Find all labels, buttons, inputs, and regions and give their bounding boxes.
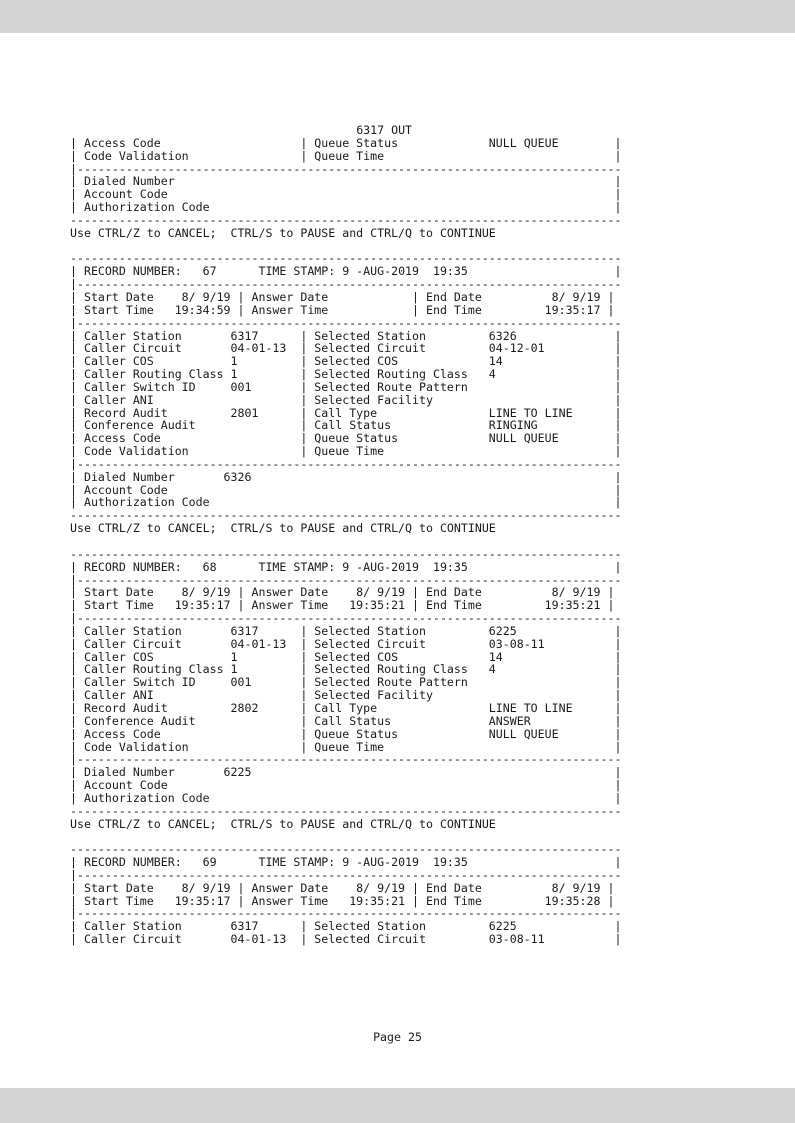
prompt-line [70,226,496,240]
fragment-row: | Access Code | Queue Status NULL QUEUE | [70,135,622,150]
record-row: | Access Code | Queue Status NULL QUEUE | [70,726,622,741]
record-header: RECORD NUMBER: 68 TIME STAMP: 9 -AUG-2019 19:35 [76,559,615,574]
prompt-line [70,817,496,831]
record-row: | Caller Routing Class 1 | Selected Routing Class 4 | [70,367,622,382]
continue-prompt: Use CTRL/Z to CANCEL; CTRL/S to PAUSE and CTRL/Q to CONTINUE [70,521,496,536]
fragment-dialed-row: | Authorization Code | [70,200,622,215]
divider: ------------------------------------------------------------------------------- [70,251,622,266]
record-row: | Record Audit 2802 | Call Type LINE TO LINE | [70,700,622,715]
page-number: Page 25 [373,1030,422,1044]
record-row: | Access Code | Queue Status NULL QUEUE | [70,431,622,446]
continue-prompt: Use CTRL/Z to CANCEL; CTRL/S to PAUSE and CTRL/Q to CONTINUE [70,816,496,831]
continue-prompt: Use CTRL/Z to CANCEL; CTRL/S to PAUSE and CTRL/Q to CONTINUE [70,225,496,240]
time-row: | Start Time 19:35:17 | Answer Time 19:35:21 | End Time 19:35:28 | [70,893,615,908]
fragment-dialed-row: | Dialed Number | [70,174,622,189]
divider: ------------------------------------------------------------------------------- [70,842,622,857]
record-row: | Caller Circuit 04-01-13 | Selected Circuit 03-08-11 | [70,636,622,651]
record-row: | Caller Station 6317 | Selected Station 6225 | [70,919,622,934]
record-row: | Conference Audit | Call Status ANSWER | [70,713,622,728]
record-header-line: | RECORD NUMBER: 69 TIME STAMP: 9 -AUG-2019 19:35 | [70,855,622,870]
date-row: | Start Date 8/ 9/19 | Answer Date 8/ 9/19 | End Date 8/ 9/19 | [70,880,615,895]
divider: |------------------------------------------------------------------------------ [70,572,622,587]
scan-border-bottom [0,1088,795,1123]
fragment-dialed-row: | Account Code | [70,187,622,202]
dialed-row: | Authorization Code | [70,495,622,510]
dialed-row: | Dialed Number 6326 | [70,469,622,484]
record-row: | Caller ANI | Selected Facility | [70,688,622,703]
record-row: | Caller Switch ID 001 | Selected Route Pattern | [70,675,622,690]
record-row: | Caller Station 6317 | Selected Station 6326 | [70,328,622,343]
record-header-line: | RECORD NUMBER: 67 TIME STAMP: 9 -AUG-2019 19:35 | [70,264,622,279]
record-row: | Record Audit 2801 | Call Type LINE TO LINE | [70,405,622,420]
record-row: | Caller Routing Class 1 | Selected Routing Class 4 | [70,662,622,677]
date-row: | Start Date 8/ 9/19 | Answer Date 8/ 9/19 | End Date 8/ 9/19 | [70,585,615,600]
record-row: | Caller Station 6317 | Selected Station 6225 | [70,623,622,638]
divider: |------------------------------------------------------------------------------ [70,315,622,330]
printout-text [70,124,710,946]
record-row: | Code Validation | Queue Time | [70,739,622,754]
date-row: | Start Date 8/ 9/19 | Answer Date | End Date 8/ 9/19 | [70,289,615,304]
fragment-row: | Code Validation | Queue Time | [70,148,622,163]
record-row: | Caller ANI | Selected Facility | [70,392,622,407]
record-header: RECORD NUMBER: 67 TIME STAMP: 9 -AUG-2019 19:35 [76,264,615,279]
prompt-line [70,521,496,535]
record-row: | Conference Audit | Call Status RINGING | [70,418,622,433]
record-row: | Caller Circuit 04-01-13 | Selected Circuit 03-08-11 | [70,932,622,947]
divider: ------------------------------------------------------------------------------- [70,508,622,523]
dialed-row: | Account Code | [70,778,622,793]
record-row: | Code Validation | Queue Time | [70,444,622,459]
record-row: | Caller COS 1 | Selected COS 14 | [70,649,622,664]
divider: |------------------------------------------------------------------------------ [70,456,622,471]
header-value: 6317 OUT [356,123,413,137]
call-record-printout [70,124,710,946]
record-row: | Caller Circuit 04-01-13 | Selected Circuit 04-12-01 | [70,341,622,356]
record-row: | Caller COS 1 | Selected COS 14 | [70,354,622,369]
record-header-line: | RECORD NUMBER: 68 TIME STAMP: 9 -AUG-2019 19:35 | [70,559,622,574]
scan-border-top [0,0,795,33]
divider: |------------------------------------------------------------------------------ [70,277,622,292]
divider: |------------------------------------------------------------------------------ [70,752,622,767]
dialed-row: | Authorization Code | [70,790,622,805]
divider: |------------------------------------------------------------------------------ [70,906,622,921]
time-row: | Start Time 19:34:59 | Answer Time | End Time 19:35:17 | [70,302,615,317]
time-row: | Start Time 19:35:17 | Answer Time 19:35:21 | End Time 19:35:21 | [70,598,615,613]
divider: |------------------------------------------------------------------------------ [70,867,622,882]
divider: ------------------------------------------------------------------------------- [70,212,622,227]
divider: ------------------------------------------------------------------------------- [70,803,622,818]
dialed-row: | Dialed Number 6225 | [70,765,622,780]
divider: |------------------------------------------------------------------------------ [70,161,622,176]
record-header: RECORD NUMBER: 69 TIME STAMP: 9 -AUG-2019 19:35 [76,855,615,870]
dialed-row: | Account Code | [70,482,622,497]
record-row: | Caller Switch ID 001 | Selected Route Pattern | [70,379,622,394]
divider: |------------------------------------------------------------------------------ [70,611,622,626]
divider: ------------------------------------------------------------------------------- [70,546,622,561]
